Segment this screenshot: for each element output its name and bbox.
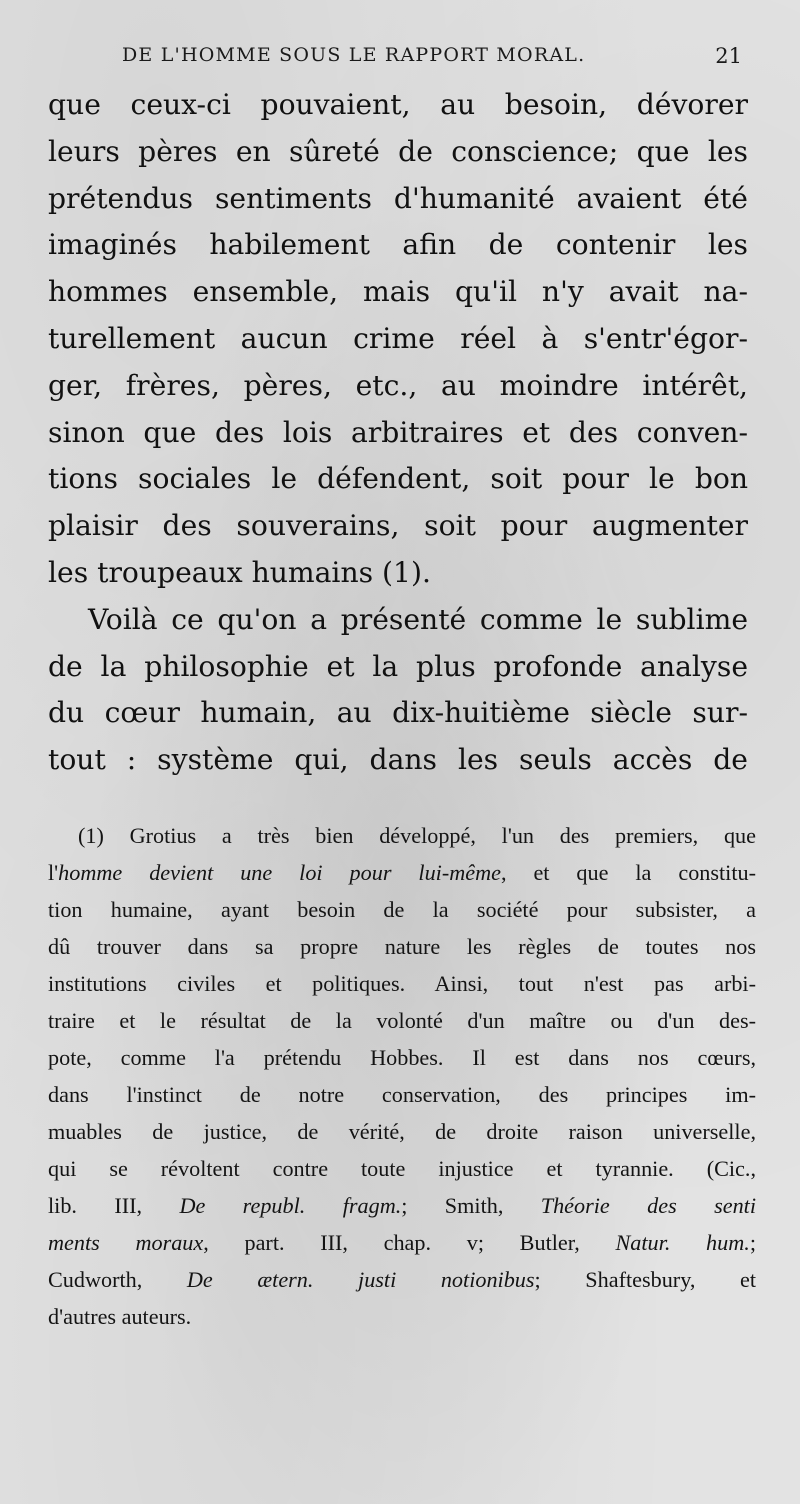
footnote-line: [48, 854, 756, 891]
footnote-line: [48, 1187, 756, 1224]
footnote-line: [48, 1261, 756, 1298]
footnote-line: (1) Grotius a très bien développé, l'un des premiers, que: [78, 823, 756, 848]
footnote-line: qui se révoltent contre toute injustice et tyrannie. (Cic.,: [48, 1156, 756, 1181]
text-line: ger, frères, pères, etc., au moindre intérêt,: [48, 368, 748, 402]
footnote-text: l': [48, 860, 59, 885]
text-line: turellement aucun crime réel à s'entr'égor-: [48, 321, 748, 355]
text-line: tout : système qui, dans les seuls accès de: [48, 743, 748, 777]
text-line: du cœur humain, au dix-huitième siècle sur-: [48, 696, 748, 730]
footnote-italic: De ætern. justi notionibus: [186, 1267, 535, 1292]
footnote-line: muables de justice, de vérité, de droite raison universelle,: [48, 1119, 756, 1144]
text-line: les troupeaux humains (1).: [48, 555, 431, 589]
footnote-italic: Théorie des senti: [540, 1193, 756, 1218]
footnote-italic: ments moraux: [48, 1230, 204, 1255]
footnote-line: dans l'instinct de notre conservation, des principes im-: [48, 1082, 756, 1107]
footnote-line: d'autres auteurs.: [48, 1304, 192, 1329]
page-header: [122, 44, 742, 76]
text-line: leurs pères en sûreté de conscience; que les: [48, 134, 748, 168]
footnote-text: Cudworth,: [48, 1267, 187, 1292]
footnote-text: , part. III, chap. v; Butler,: [203, 1230, 616, 1255]
footnote-italic: homme devient une loi pour lui-même: [58, 860, 501, 885]
footnote-text: lib. III,: [48, 1193, 180, 1218]
text-line: de la philosophie et la plus profonde analyse: [48, 649, 748, 683]
text-line: prétendus sentiments d'humanité avaient été: [48, 181, 748, 215]
text-line: sinon que des lois arbitraires et des conven-: [48, 415, 748, 449]
footnote-line: dû trouver dans sa propre nature les règles de toutes nos: [48, 934, 756, 959]
footnote-text: ;: [749, 1230, 756, 1255]
page-number: 21: [715, 44, 742, 68]
running-head: DE L'HOMME SOUS LE RAPPORT MORAL.: [122, 44, 586, 66]
footnote-italic: De republ. fragm.: [179, 1193, 402, 1218]
footnote-line: tion humaine, ayant besoin de la société pour subsister, a: [48, 897, 756, 922]
text-line: plaisir des souverains, soit pour augmenter: [48, 509, 748, 543]
text-line: hommes ensemble, mais qu'il n'y avait na-: [48, 275, 748, 309]
text-line: tions sociales le défendent, soit pour le bon: [48, 462, 748, 496]
main-text: [48, 82, 748, 784]
text-line: que ceux-ci pouvaient, au besoin, dévorer: [48, 88, 748, 121]
footnote-text: ; Smith,: [401, 1193, 541, 1218]
footnote-line: traire et le résultat de la volonté d'un maître ou d'un des-: [48, 1008, 756, 1033]
footnote-italic: Natur. hum.: [615, 1230, 750, 1255]
footnote-line: [48, 1224, 756, 1261]
text-line: imaginés habilement afin de contenir les: [48, 228, 748, 262]
footnote-text: ; Shaftesbury, et: [534, 1267, 756, 1292]
footnote-line: pote, comme l'a prétendu Hobbes. Il est dans nos cœurs,: [48, 1045, 756, 1070]
footnote: [48, 817, 756, 1335]
footnote-text: , et que la constitu-: [500, 860, 756, 885]
text-line: Voilà ce qu'on a présenté comme le sublime: [88, 602, 748, 636]
footnote-line: institutions civiles et politiques. Ainsi, tout n'est pas arbi-: [48, 971, 756, 996]
